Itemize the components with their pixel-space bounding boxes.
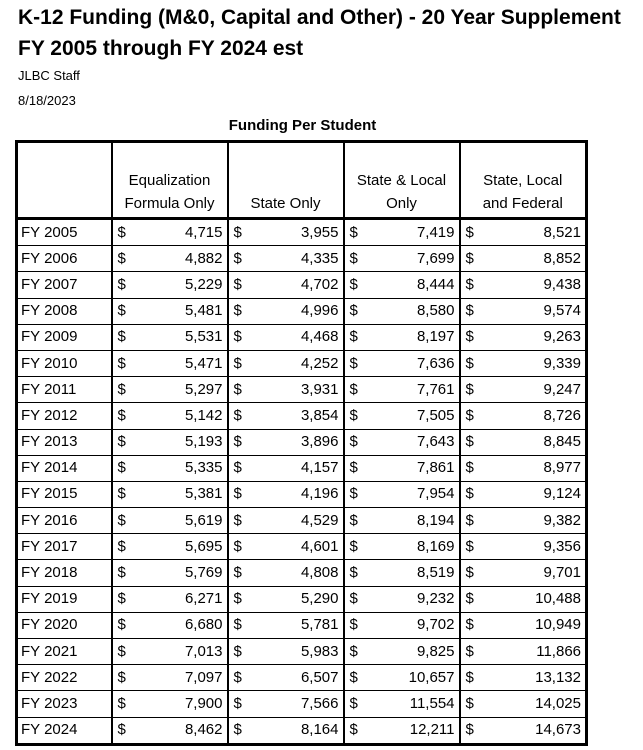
funding-amount: 4,882 bbox=[132, 246, 228, 272]
row-year: FY 2009 bbox=[17, 324, 112, 350]
currency-symbol: $ bbox=[228, 481, 248, 507]
currency-symbol: $ bbox=[460, 665, 480, 691]
column-header-year bbox=[17, 142, 112, 219]
row-year: FY 2016 bbox=[17, 508, 112, 534]
row-year: FY 2010 bbox=[17, 350, 112, 376]
funding-amount: 5,290 bbox=[248, 586, 344, 612]
currency-symbol: $ bbox=[460, 612, 480, 638]
currency-symbol: $ bbox=[460, 586, 480, 612]
table-row bbox=[17, 403, 587, 429]
column-header-line2: Formula Only bbox=[124, 195, 215, 212]
currency-symbol: $ bbox=[112, 219, 132, 246]
table-row bbox=[17, 508, 587, 534]
currency-symbol: $ bbox=[344, 691, 364, 717]
document-title: K-12 Funding (M&0, Capital and Other) - 20 Year Supplement bbox=[18, 6, 621, 29]
currency-symbol: $ bbox=[460, 246, 480, 272]
column-header-state-only bbox=[228, 142, 344, 219]
funding-amount: 8,726 bbox=[480, 403, 587, 429]
currency-symbol: $ bbox=[228, 246, 248, 272]
currency-symbol: $ bbox=[344, 403, 364, 429]
currency-symbol: $ bbox=[112, 272, 132, 298]
currency-symbol: $ bbox=[344, 377, 364, 403]
currency-symbol: $ bbox=[228, 324, 248, 350]
currency-symbol: $ bbox=[112, 665, 132, 691]
funding-amount: 5,229 bbox=[132, 272, 228, 298]
funding-amount: 8,580 bbox=[364, 298, 460, 324]
funding-amount: 6,271 bbox=[132, 586, 228, 612]
currency-symbol: $ bbox=[228, 717, 248, 744]
currency-symbol: $ bbox=[344, 586, 364, 612]
funding-amount: 9,124 bbox=[480, 481, 587, 507]
currency-symbol: $ bbox=[228, 691, 248, 717]
row-year: FY 2017 bbox=[17, 534, 112, 560]
funding-amount: 8,852 bbox=[480, 246, 587, 272]
funding-amount: 5,297 bbox=[132, 377, 228, 403]
author: JLBC Staff bbox=[18, 68, 80, 83]
funding-amount: 5,619 bbox=[132, 508, 228, 534]
currency-symbol: $ bbox=[344, 639, 364, 665]
funding-amount: 4,157 bbox=[248, 455, 344, 481]
funding-amount: 11,866 bbox=[480, 639, 587, 665]
row-year: FY 2006 bbox=[17, 246, 112, 272]
currency-symbol: $ bbox=[344, 219, 364, 246]
funding-amount: 8,164 bbox=[248, 717, 344, 744]
funding-amount: 4,702 bbox=[248, 272, 344, 298]
currency-symbol: $ bbox=[460, 455, 480, 481]
table-row bbox=[17, 455, 587, 481]
row-year: FY 2021 bbox=[17, 639, 112, 665]
funding-amount: 5,471 bbox=[132, 350, 228, 376]
funding-amount: 3,955 bbox=[248, 219, 344, 246]
funding-amount: 6,507 bbox=[248, 665, 344, 691]
funding-amount: 7,566 bbox=[248, 691, 344, 717]
currency-symbol: $ bbox=[112, 481, 132, 507]
currency-symbol: $ bbox=[344, 534, 364, 560]
funding-amount: 9,438 bbox=[480, 272, 587, 298]
column-header-line2: State Only bbox=[250, 195, 321, 212]
funding-amount: 8,197 bbox=[364, 324, 460, 350]
funding-amount: 5,335 bbox=[132, 455, 228, 481]
funding-amount: 5,769 bbox=[132, 560, 228, 586]
funding-amount: 7,761 bbox=[364, 377, 460, 403]
table-row bbox=[17, 350, 587, 376]
table-row bbox=[17, 429, 587, 455]
currency-symbol: $ bbox=[112, 324, 132, 350]
funding-amount: 7,636 bbox=[364, 350, 460, 376]
currency-symbol: $ bbox=[228, 639, 248, 665]
funding-amount: 5,193 bbox=[132, 429, 228, 455]
funding-amount: 3,854 bbox=[248, 403, 344, 429]
currency-symbol: $ bbox=[228, 508, 248, 534]
currency-symbol: $ bbox=[112, 403, 132, 429]
funding-amount: 8,521 bbox=[480, 219, 587, 246]
currency-symbol: $ bbox=[228, 272, 248, 298]
table-row bbox=[17, 665, 587, 691]
row-year: FY 2011 bbox=[17, 377, 112, 403]
currency-symbol: $ bbox=[344, 350, 364, 376]
column-header-state-local-federal bbox=[460, 142, 587, 219]
funding-amount: 14,673 bbox=[480, 717, 587, 744]
funding-amount: 5,781 bbox=[248, 612, 344, 638]
currency-symbol: $ bbox=[344, 298, 364, 324]
funding-amount: 4,252 bbox=[248, 350, 344, 376]
funding-amount: 9,356 bbox=[480, 534, 587, 560]
funding-amount: 4,715 bbox=[132, 219, 228, 246]
currency-symbol: $ bbox=[460, 324, 480, 350]
currency-symbol: $ bbox=[228, 455, 248, 481]
currency-symbol: $ bbox=[112, 534, 132, 560]
funding-amount: 7,505 bbox=[364, 403, 460, 429]
table-body bbox=[17, 219, 587, 745]
currency-symbol: $ bbox=[228, 298, 248, 324]
currency-symbol: $ bbox=[344, 324, 364, 350]
currency-symbol: $ bbox=[228, 219, 248, 246]
date: 8/18/2023 bbox=[18, 93, 76, 108]
currency-symbol: $ bbox=[228, 534, 248, 560]
currency-symbol: $ bbox=[112, 429, 132, 455]
funding-amount: 4,808 bbox=[248, 560, 344, 586]
currency-symbol: $ bbox=[112, 298, 132, 324]
currency-symbol: $ bbox=[460, 350, 480, 376]
funding-amount: 7,900 bbox=[132, 691, 228, 717]
currency-symbol: $ bbox=[112, 508, 132, 534]
funding-amount: 8,169 bbox=[364, 534, 460, 560]
column-header-line2: and Federal bbox=[482, 195, 563, 212]
funding-amount: 5,531 bbox=[132, 324, 228, 350]
funding-amount: 4,601 bbox=[248, 534, 344, 560]
currency-symbol: $ bbox=[460, 272, 480, 298]
currency-symbol: $ bbox=[112, 455, 132, 481]
funding-amount: 9,247 bbox=[480, 377, 587, 403]
currency-symbol: $ bbox=[344, 429, 364, 455]
funding-amount: 10,488 bbox=[480, 586, 587, 612]
currency-symbol: $ bbox=[228, 377, 248, 403]
currency-symbol: $ bbox=[344, 455, 364, 481]
currency-symbol: $ bbox=[228, 586, 248, 612]
column-header-state-local bbox=[344, 142, 460, 219]
funding-amount: 8,194 bbox=[364, 508, 460, 534]
currency-symbol: $ bbox=[460, 219, 480, 246]
funding-amount: 5,142 bbox=[132, 403, 228, 429]
table-row bbox=[17, 324, 587, 350]
column-header-line1: Equalization bbox=[128, 172, 211, 189]
table-row bbox=[17, 246, 587, 272]
currency-symbol: $ bbox=[112, 612, 132, 638]
row-year: FY 2007 bbox=[17, 272, 112, 298]
funding-amount: 9,574 bbox=[480, 298, 587, 324]
table-row bbox=[17, 612, 587, 638]
funding-amount: 9,339 bbox=[480, 350, 587, 376]
funding-amount: 7,097 bbox=[132, 665, 228, 691]
currency-symbol: $ bbox=[344, 560, 364, 586]
table-row bbox=[17, 560, 587, 586]
currency-symbol: $ bbox=[228, 612, 248, 638]
currency-symbol: $ bbox=[228, 350, 248, 376]
funding-amount: 4,529 bbox=[248, 508, 344, 534]
funding-amount: 7,699 bbox=[364, 246, 460, 272]
funding-amount: 9,382 bbox=[480, 508, 587, 534]
currency-symbol: $ bbox=[228, 665, 248, 691]
currency-symbol: $ bbox=[112, 560, 132, 586]
column-header-line1: State & Local bbox=[356, 172, 447, 189]
funding-amount: 8,977 bbox=[480, 455, 587, 481]
currency-symbol: $ bbox=[228, 403, 248, 429]
column-header-line1: State, Local bbox=[483, 172, 563, 189]
table-row bbox=[17, 534, 587, 560]
currency-symbol: $ bbox=[112, 350, 132, 376]
currency-symbol: $ bbox=[344, 717, 364, 744]
funding-amount: 8,845 bbox=[480, 429, 587, 455]
column-header-line2: Only bbox=[386, 195, 417, 212]
funding-amount: 8,444 bbox=[364, 272, 460, 298]
row-year: FY 2018 bbox=[17, 560, 112, 586]
funding-amount: 8,519 bbox=[364, 560, 460, 586]
funding-amount: 4,335 bbox=[248, 246, 344, 272]
currency-symbol: $ bbox=[344, 272, 364, 298]
currency-symbol: $ bbox=[112, 586, 132, 612]
funding-amount: 5,695 bbox=[132, 534, 228, 560]
row-year: FY 2020 bbox=[17, 612, 112, 638]
currency-symbol: $ bbox=[460, 481, 480, 507]
currency-symbol: $ bbox=[112, 639, 132, 665]
currency-symbol: $ bbox=[112, 377, 132, 403]
currency-symbol: $ bbox=[460, 429, 480, 455]
row-year: FY 2008 bbox=[17, 298, 112, 324]
row-year: FY 2013 bbox=[17, 429, 112, 455]
funding-amount: 13,132 bbox=[480, 665, 587, 691]
row-year: FY 2024 bbox=[17, 717, 112, 744]
table-row bbox=[17, 691, 587, 717]
row-year: FY 2012 bbox=[17, 403, 112, 429]
currency-symbol: $ bbox=[228, 560, 248, 586]
row-year: FY 2023 bbox=[17, 691, 112, 717]
currency-symbol: $ bbox=[344, 481, 364, 507]
currency-symbol: $ bbox=[228, 429, 248, 455]
currency-symbol: $ bbox=[460, 717, 480, 744]
currency-symbol: $ bbox=[460, 691, 480, 717]
currency-symbol: $ bbox=[460, 534, 480, 560]
funding-amount: 9,825 bbox=[364, 639, 460, 665]
currency-symbol: $ bbox=[460, 560, 480, 586]
table-row bbox=[17, 298, 587, 324]
table-row bbox=[17, 639, 587, 665]
funding-amount: 14,025 bbox=[480, 691, 587, 717]
table-row bbox=[17, 272, 587, 298]
funding-amount: 11,554 bbox=[364, 691, 460, 717]
currency-symbol: $ bbox=[344, 665, 364, 691]
funding-table bbox=[15, 140, 588, 746]
currency-symbol: $ bbox=[460, 508, 480, 534]
funding-amount: 9,263 bbox=[480, 324, 587, 350]
funding-amount: 7,419 bbox=[364, 219, 460, 246]
funding-amount: 7,954 bbox=[364, 481, 460, 507]
currency-symbol: $ bbox=[344, 612, 364, 638]
funding-amount: 5,481 bbox=[132, 298, 228, 324]
table-row bbox=[17, 377, 587, 403]
currency-symbol: $ bbox=[112, 717, 132, 744]
funding-amount: 3,931 bbox=[248, 377, 344, 403]
table-row bbox=[17, 717, 587, 744]
table-title: Funding Per Student bbox=[228, 117, 377, 134]
document-subtitle-years: FY 2005 through FY 2024 est bbox=[18, 37, 304, 60]
currency-symbol: $ bbox=[460, 639, 480, 665]
funding-amount: 12,211 bbox=[364, 717, 460, 744]
funding-amount: 4,196 bbox=[248, 481, 344, 507]
table-row bbox=[17, 219, 587, 246]
funding-amount: 7,013 bbox=[132, 639, 228, 665]
currency-symbol: $ bbox=[344, 246, 364, 272]
funding-amount: 4,996 bbox=[248, 298, 344, 324]
row-year: FY 2022 bbox=[17, 665, 112, 691]
currency-symbol: $ bbox=[112, 246, 132, 272]
funding-amount: 6,680 bbox=[132, 612, 228, 638]
funding-amount: 9,232 bbox=[364, 586, 460, 612]
row-year: FY 2014 bbox=[17, 455, 112, 481]
funding-amount: 7,861 bbox=[364, 455, 460, 481]
currency-symbol: $ bbox=[112, 691, 132, 717]
funding-amount: 10,949 bbox=[480, 612, 587, 638]
row-year: FY 2019 bbox=[17, 586, 112, 612]
funding-amount: 5,381 bbox=[132, 481, 228, 507]
table-header-row bbox=[17, 142, 587, 219]
funding-amount: 9,702 bbox=[364, 612, 460, 638]
table-row bbox=[17, 586, 587, 612]
funding-amount: 5,983 bbox=[248, 639, 344, 665]
funding-amount: 3,896 bbox=[248, 429, 344, 455]
currency-symbol: $ bbox=[460, 298, 480, 324]
funding-amount: 7,643 bbox=[364, 429, 460, 455]
currency-symbol: $ bbox=[344, 508, 364, 534]
row-year: FY 2005 bbox=[17, 219, 112, 246]
funding-amount: 4,468 bbox=[248, 324, 344, 350]
funding-amount: 10,657 bbox=[364, 665, 460, 691]
currency-symbol: $ bbox=[460, 403, 480, 429]
currency-symbol: $ bbox=[460, 377, 480, 403]
column-header-equalization bbox=[112, 142, 228, 219]
funding-amount: 9,701 bbox=[480, 560, 587, 586]
row-year: FY 2015 bbox=[17, 481, 112, 507]
table-row bbox=[17, 481, 587, 507]
funding-amount: 8,462 bbox=[132, 717, 228, 744]
